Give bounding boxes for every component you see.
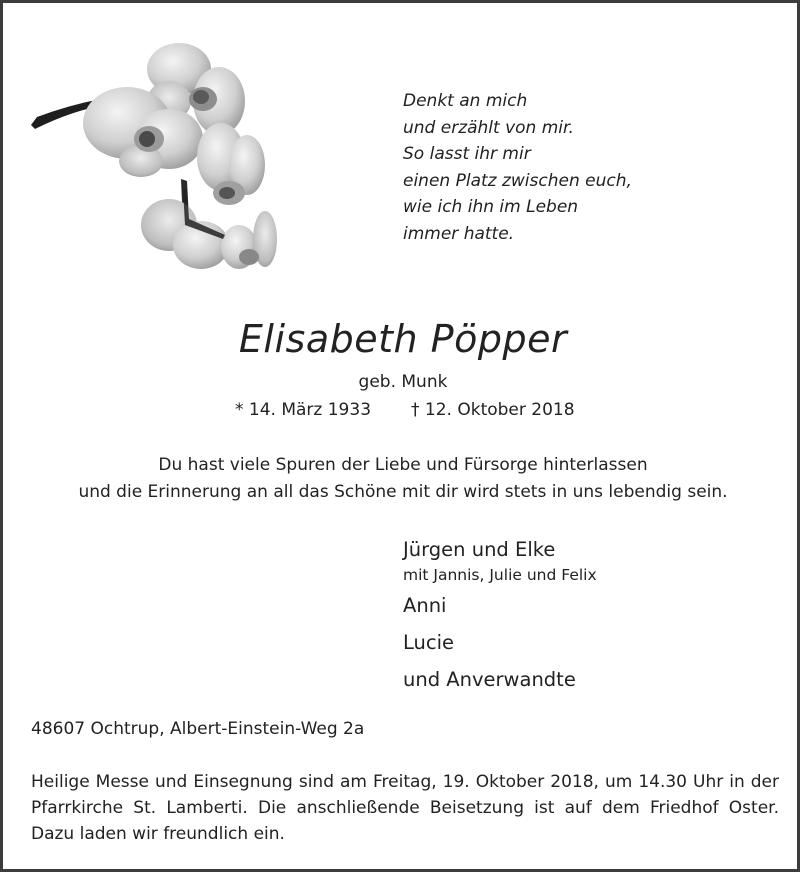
poem-line: immer hatte. [403, 223, 515, 244]
mourner-relatives: und Anverwandte [403, 668, 576, 691]
tribute-text [3, 452, 800, 506]
mourner-name: Anni [403, 594, 447, 617]
death-date: † 12. Oktober 2018 [411, 400, 575, 420]
service-info [31, 769, 779, 847]
tribute-line: Du hast viele Spuren der Liebe und Fürsorge hinterlassen [158, 455, 648, 475]
poem-line: wie ich ihn im Leben [403, 197, 579, 217]
poem-line: und erzählt von mir. [403, 117, 574, 138]
poem-line: Denkt an mich [403, 91, 528, 111]
poem-line: So lasst ihr mir [403, 144, 531, 164]
mourner-family: Jürgen und Elke [403, 538, 556, 561]
mourners-list [403, 536, 597, 694]
service-line: Dazu laden wir freundlich ein. [31, 824, 285, 844]
service-line: Pfarrkirche St. Lamberti. Die anschließende Beisetzung ist auf dem Friedhof Oster. [31, 798, 779, 818]
orchid-image [29, 39, 279, 279]
poem [403, 88, 632, 247]
poem-line: einen Platz zwischen euch, [403, 170, 632, 191]
deceased-name: Elisabeth Pöpper [238, 317, 568, 361]
mourner-name: Lucie [403, 631, 455, 654]
service-line: Heilige Messe und Einsegnung sind am Freitag, 19. Oktober 2018, um 14.30 Uhr in der [31, 772, 779, 792]
birth-date: * 14. März 1933 [235, 400, 372, 420]
tribute-line: und die Erinnerung an all das Schöne mit dir wird stets in uns lebendig sein. [78, 482, 728, 502]
maiden-name: geb. Munk [358, 372, 448, 392]
mourner-family-children: mit Jannis, Julie und Felix [403, 566, 597, 584]
address: 48607 Ochtrup, Albert-Einstein-Weg 2a [31, 719, 365, 739]
